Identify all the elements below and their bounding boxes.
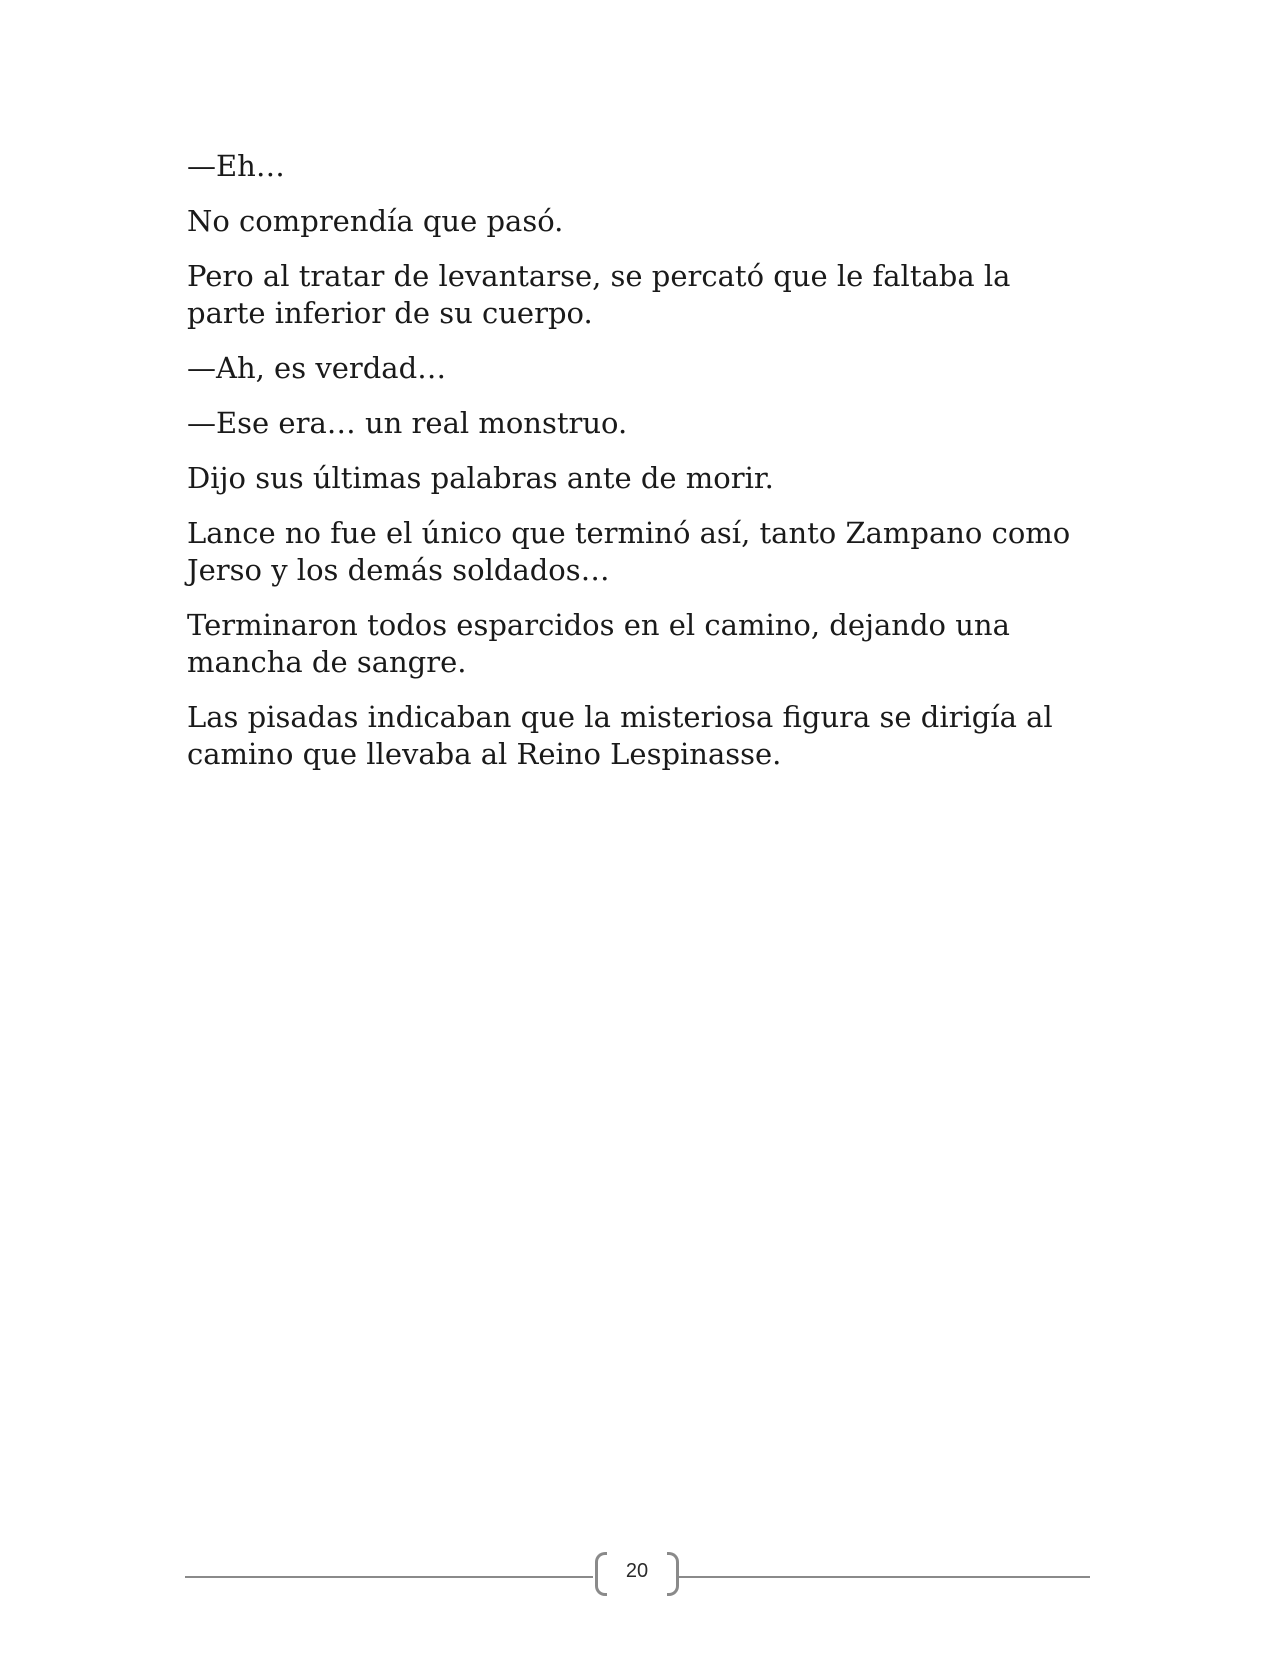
footer-rule-right <box>678 1576 1090 1578</box>
paragraph: Dijo sus últimas palabras ante de morir. <box>187 461 774 495</box>
paragraph: —Ese era… un real monstruo. <box>187 406 628 440</box>
page-number: 20 <box>625 1560 649 1582</box>
paragraph: Terminaron todos esparcidos en el camino, dejando una mancha de sangre. <box>187 608 1010 679</box>
body-text <box>187 148 1097 791</box>
page-footer <box>185 1552 1090 1602</box>
right-bracket-icon <box>667 1552 679 1596</box>
paragraph: Lance no fue el único que terminó así, tanto Zampano como Jerso y los demás soldados… <box>187 516 1071 587</box>
paragraph: No comprendía que pasó. <box>187 204 564 238</box>
footer-rule-left <box>185 1576 593 1578</box>
paragraph: —Eh… <box>187 149 285 183</box>
paragraph: Las pisadas indicaban que la misteriosa figura se dirigía al camino que llevaba al Reino Lespinasse. <box>187 700 1053 771</box>
paragraph: Pero al tratar de levantarse, se percató que le faltaba la parte inferior de su cuerpo. <box>187 259 1011 330</box>
left-bracket-icon <box>595 1552 607 1596</box>
paragraph: —Ah, es verdad… <box>187 351 447 385</box>
